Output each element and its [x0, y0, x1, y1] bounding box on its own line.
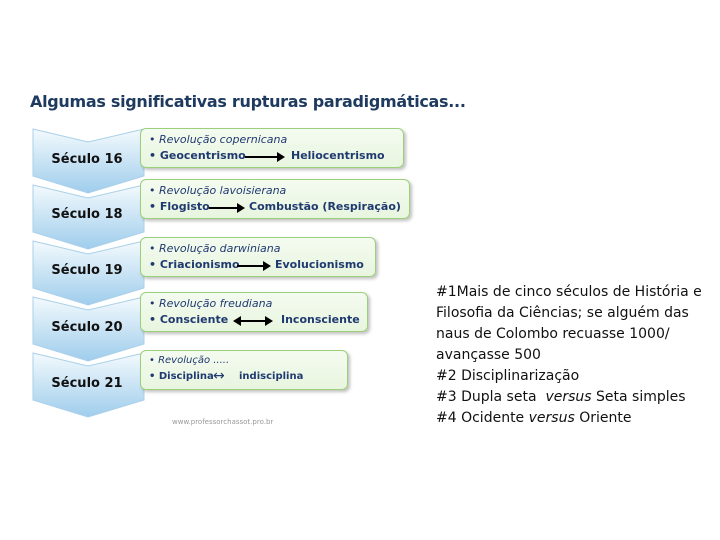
revolution-name: • Revolução lavoisierana — [149, 184, 287, 197]
notes-block — [436, 282, 702, 429]
new-paradigm: indisciplina — [239, 371, 304, 382]
note-4-versus: versus — [528, 410, 575, 426]
revolution-card — [140, 237, 376, 277]
century-label: Século 21 — [51, 376, 123, 391]
revolution-name: • Revolução darwiniana — [149, 242, 281, 255]
old-paradigm: • Geocentrismo — [149, 149, 246, 162]
century-label: Século 18 — [51, 207, 123, 222]
century-label: Século 16 — [51, 152, 123, 167]
old-paradigm: • Disciplina — [149, 371, 214, 382]
double-arrow-icon: ↔ — [213, 368, 225, 384]
century-label: Século 19 — [51, 263, 123, 278]
old-paradigm: • Flogisto — [149, 200, 210, 213]
note-2: #2 Disciplinarização — [436, 368, 580, 384]
revolution-name: • Revolução ..... — [149, 355, 230, 366]
old-paradigm: • Consciente — [149, 313, 229, 326]
revolution-name: • Revolução freudiana — [149, 297, 273, 310]
new-paradigm: Inconsciente — [281, 313, 360, 326]
source-url: www.professorchassot.pro.br — [172, 418, 274, 426]
note-3-part: Seta simples — [596, 389, 686, 405]
double-arrow-icon — [233, 315, 273, 327]
diagram-title: Algumas significativas rupturas paradigmáticas... — [30, 92, 466, 111]
arrow-right-icon — [245, 151, 285, 163]
new-paradigm: Heliocentrismo — [291, 149, 385, 162]
revolution-card — [140, 128, 404, 168]
note-3-versus: versus — [545, 389, 592, 405]
new-paradigm: Combustão (Respiração) — [249, 200, 401, 213]
note-1-line: Filosofia da Ciências; se alguém das — [436, 305, 689, 321]
note-4-part: Oriente — [579, 410, 632, 426]
revolution-card — [140, 179, 410, 219]
note-1-line: #1Mais de cinco séculos de História e — [436, 284, 702, 300]
note-1-line: avançasse 500 — [436, 347, 541, 363]
note-3 — [436, 387, 702, 408]
arrow-right-icon — [237, 260, 271, 272]
note-3-part: #3 Dupla seta — [436, 389, 537, 405]
note-4-part: #4 Ocidente — [436, 410, 525, 426]
revolution-card — [140, 292, 368, 332]
new-paradigm: Evolucionismo — [275, 258, 364, 271]
century-label: Século 20 — [51, 320, 123, 335]
revolution-name: • Revolução copernicana — [149, 133, 288, 146]
arrow-right-icon — [209, 202, 245, 214]
note-4 — [436, 408, 702, 429]
old-paradigm: • Criacionismo — [149, 258, 240, 271]
revolution-card — [140, 350, 348, 390]
note-1-line: naus de Colombo recuasse 1000/ — [436, 326, 670, 342]
